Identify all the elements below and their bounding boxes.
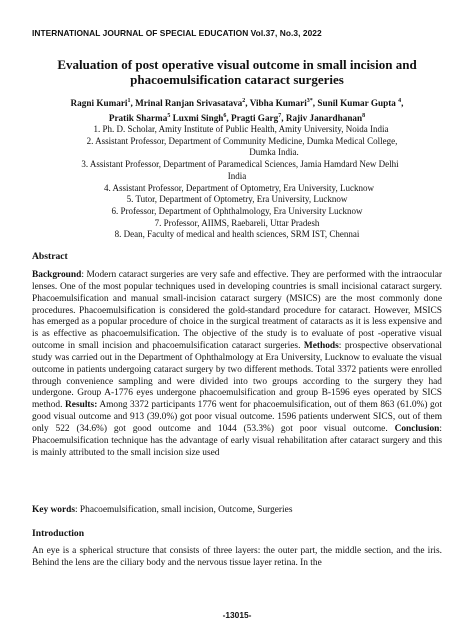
- author-affil-mark: 7: [278, 112, 282, 119]
- affiliation-list: [30, 124, 444, 241]
- background-label: Background: [32, 270, 82, 280]
- author-name: , Vibha Kumari: [245, 98, 307, 109]
- abstract-body: [32, 270, 442, 460]
- keywords-line: [32, 505, 442, 517]
- author-affil-mark: 8: [362, 112, 366, 119]
- results-label: Results:: [65, 400, 98, 411]
- keywords-text: : Phacoemulsification, small incision, Outcome, Surgeries: [74, 505, 293, 515]
- background-text: : Modern cataract surgeries are very safe and effective. They are performed with the intraocular lenses. One of the most popular techniques used in developing countries is small incisional cataract surgery. Phacoemulsification and manual small-incision cataract surgery (MSICS) are the most commonly done procedures. Phacoemulsification is considered the gold-standard procedure for cataract. However, MSICS has emerged as a popular procedure of choice in the surgical treatment of cataracts as it is less expensive and is as effective as phacoemulsification. The objective of the study is to evaluate of post -operative visual outcome in small incision and phacoemulsification cataract surgeries.: [32, 270, 442, 352]
- affiliation-item: 4. Assistant Professor, Department of Optometry, Era University, Lucknow: [104, 182, 374, 193]
- introduction-body: An eye is a spherical structure that consists of three layers: the outer part, the middle section, and the iris. Behind the lens are the ciliary body and the nervous tissue layer retina. In the: [32, 546, 442, 568]
- abstract-heading: Abstract: [32, 251, 68, 262]
- title-line-2: phacoemulsification cataract surgeries: [130, 72, 344, 87]
- results-text: Among 3372 participants 1776 went for phacoemulsification, out of them 863 (61.0%) got good visual outcome and 913 (39.0%) got poor visual outcome. 1596 patients underwent SICS, out of them only 522 (34.6%) got good outcome and 1044 (53.3%) got poor visual outcome.: [32, 400, 442, 434]
- author-name: , Mrinal Ranjan Srivasatava: [130, 98, 243, 109]
- author-name: , Pragti Garg: [226, 112, 279, 123]
- title-line-1: Evaluation of post operative visual outcome in small incision and: [57, 57, 417, 72]
- author-affil-mark: 3*: [306, 98, 313, 104]
- affiliation-item: 5. Tutor, Department of Optometry, Era University, Lucknow: [126, 194, 348, 205]
- methods-text: : prospective observational study was carried out in the Department of Ophthalmology at Era University, Lucknow to evaluate the visual outcome in patients undergoing cataract surgery by two different methods. Total 3372 patients were enrolled through convenience sampling and were divided into two groups according to the surgery they had undergone. Group A-1776 eyes undergone phacoemulsification and group B-1596 eyes operated by SICS method.: [32, 341, 443, 411]
- paper-title: [40, 57, 434, 87]
- journal-header: INTERNATIONAL JOURNAL OF SPECIAL EDUCATION Vol.37, No.3, 2022: [32, 28, 322, 38]
- affiliation-item: 8. Dean, Faculty of medical and health sciences, SRM IST, Chennai: [114, 229, 360, 240]
- author-affil-mark: 4: [398, 98, 402, 104]
- author-separator: ,: [401, 98, 404, 109]
- author-affil-mark: 5: [167, 112, 171, 119]
- affiliation-item: 2. Assistant Professor, Department of Community Medicine, Dumka Medical College,: [86, 135, 398, 146]
- conclusion-label: Conclusion: [394, 423, 440, 434]
- author-list: [30, 95, 444, 124]
- author-affil-mark: 6: [223, 112, 227, 119]
- author-name: , Sunil Kumar Gupta: [312, 98, 399, 109]
- authors-line-2: [30, 110, 444, 125]
- author-name: Luxmi Singh: [170, 112, 224, 123]
- affiliation-item: 6. Professor, Department of Ophthalmology, Era University Lucknow: [111, 205, 363, 216]
- author-name: Ragni Kumari: [70, 98, 128, 109]
- affiliation-item: Dumka India.: [249, 147, 299, 158]
- introduction-heading: Introduction: [32, 528, 85, 539]
- author-name: , Rajiv Janardhanan: [281, 112, 363, 123]
- keywords-label: Key words: [32, 505, 75, 515]
- affiliation-item: 1. Ph. D. Scholar, Amity Institute of Public Health, Amity University, Noida India: [93, 124, 389, 134]
- authors-line-1: [30, 95, 444, 110]
- conclusion-text: : Phacoemulsification technique has the advantage of early visual rehabilitation after cataract surgery and this is mainly attributed to the small incision size used: [32, 423, 442, 458]
- author-affil-mark: 2: [242, 98, 246, 104]
- page-number: -13015-: [222, 610, 252, 620]
- methods-label: Methods: [303, 341, 339, 352]
- affiliation-item: India: [227, 170, 247, 181]
- affiliation-item: 7. Professor, AIIMS, Raebareli, Uttar Pradesh: [154, 217, 320, 228]
- affiliation-item: 3. Assistant Professor, Department of Paramedical Sciences, Jamia Hamdard New Delhi: [81, 159, 399, 170]
- author-affil-mark: 1: [127, 98, 131, 104]
- author-name: Pratik Sharma: [108, 112, 168, 123]
